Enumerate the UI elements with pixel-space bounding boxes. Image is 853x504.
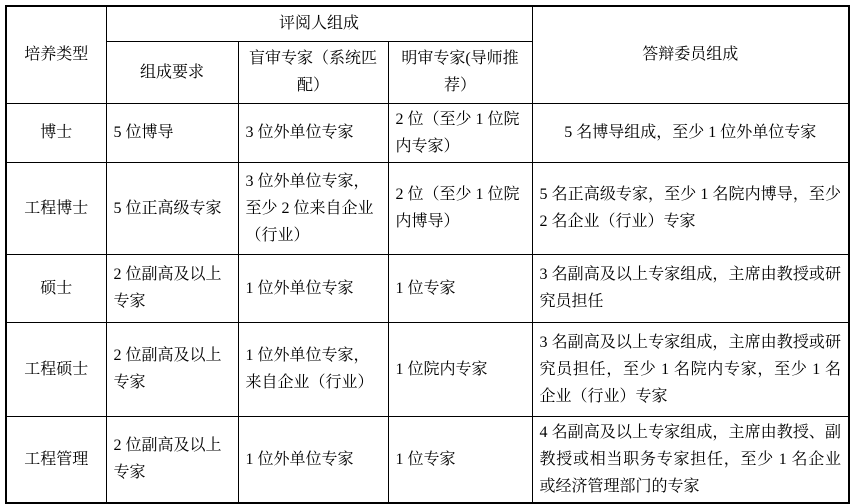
cell-blind: 3 位外单位专家，至少 2 位来自企业（行业） bbox=[238, 162, 388, 254]
cell-blind: 1 位外单位专家，来自企业（行业） bbox=[238, 322, 388, 416]
header-reviewer-group: 评阅人组成 bbox=[106, 6, 532, 41]
table-row bbox=[6, 322, 849, 416]
cell-blind: 1 位外单位专家 bbox=[238, 416, 388, 503]
cell-requirement: 5 位博导 bbox=[106, 103, 238, 162]
cell-requirement: 2 位副高及以上专家 bbox=[106, 416, 238, 503]
table-row bbox=[6, 416, 849, 503]
cell-requirement: 2 位副高及以上专家 bbox=[106, 254, 238, 322]
cell-defense: 5 名正高级专家，至少 1 名院内博导，至少 2 名企业（行业）专家 bbox=[532, 162, 849, 254]
cell-open: 1 位专家 bbox=[388, 254, 532, 322]
header-blind-expert: 盲审专家（系统匹配） bbox=[238, 41, 388, 103]
review-composition-table bbox=[5, 5, 850, 504]
cell-type: 硕士 bbox=[6, 254, 106, 322]
table-row bbox=[6, 103, 849, 162]
cell-defense: 3 名副高及以上专家组成，主席由教授或研究员担任 bbox=[532, 254, 849, 322]
cell-type: 工程管理 bbox=[6, 416, 106, 503]
cell-blind: 3 位外单位专家 bbox=[238, 103, 388, 162]
header-row-top bbox=[6, 6, 849, 41]
header-open-expert: 明审专家(导师推荐） bbox=[388, 41, 532, 103]
header-composition-req: 组成要求 bbox=[106, 41, 238, 103]
cell-type: 工程博士 bbox=[6, 162, 106, 254]
table-row bbox=[6, 162, 849, 254]
cell-open: 1 位专家 bbox=[388, 416, 532, 503]
header-training-type: 培养类型 bbox=[6, 6, 106, 103]
cell-type: 工程硕士 bbox=[6, 322, 106, 416]
cell-type: 博士 bbox=[6, 103, 106, 162]
cell-defense: 5 名博导组成，至少 1 位外单位专家 bbox=[532, 103, 849, 162]
cell-open: 1 位院内专家 bbox=[388, 322, 532, 416]
cell-defense: 4 名副高及以上专家组成，主席由教授、副教授或相当职务专家担任，至少 1 名企业或经济管理部门的专家 bbox=[532, 416, 849, 503]
cell-requirement: 2 位副高及以上专家 bbox=[106, 322, 238, 416]
cell-requirement: 5 位正高级专家 bbox=[106, 162, 238, 254]
cell-defense: 3 名副高及以上专家组成，主席由教授或研究员担任，至少 1 名院内专家，至少 1 名企业（行业）专家 bbox=[532, 322, 849, 416]
cell-blind: 1 位外单位专家 bbox=[238, 254, 388, 322]
table-row bbox=[6, 254, 849, 322]
header-defense-committee: 答辩委员组成 bbox=[532, 6, 849, 103]
cell-open: 2 位（至少 1 位院内博导） bbox=[388, 162, 532, 254]
cell-open: 2 位（至少 1 位院内专家） bbox=[388, 103, 532, 162]
